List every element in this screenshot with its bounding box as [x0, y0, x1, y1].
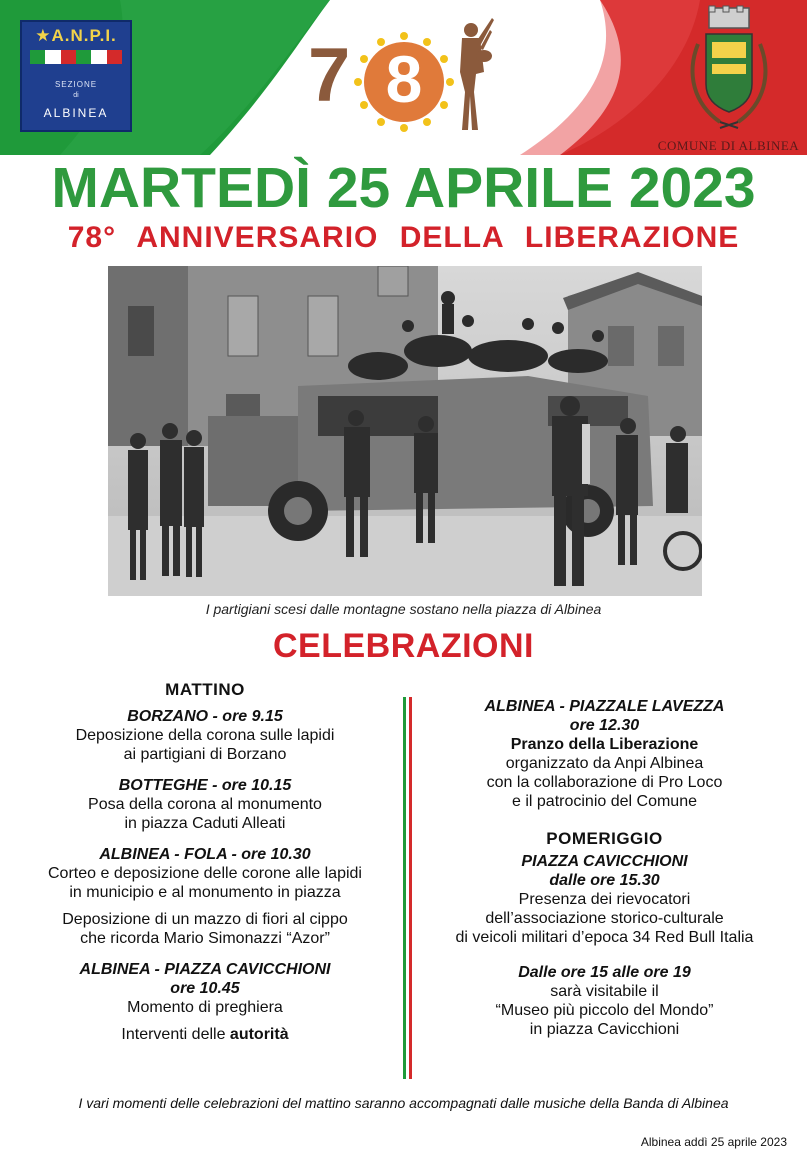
event-line: Momento di preghiera: [127, 999, 283, 1016]
photo-caption: I partigiani scesi dalle montagne sostano nella piazza di Albinea: [205, 601, 602, 617]
header-banner: [0, 0, 807, 155]
afternoon-column: [412, 697, 797, 1039]
event-line: ai partigiani di Borzano: [123, 746, 287, 763]
event-botteghe: [10, 776, 400, 833]
digit-eight: 8: [385, 42, 423, 116]
event-place: ALBINEA - PIAZZALE LAVEZZA: [484, 698, 725, 715]
event-cippo: [10, 910, 400, 948]
event-place: ALBINEA - FOLA - ore 10.30: [99, 846, 311, 863]
event-interventi: [10, 1025, 400, 1044]
event-line: Posa della corona al monumento: [88, 796, 322, 813]
anpi-sezione: SEZIONE: [54, 80, 98, 89]
event-title: Pranzo della Liberazione: [510, 736, 699, 753]
anpi-di: di: [73, 92, 79, 99]
afternoon-heading: POMERIGGIO: [546, 829, 663, 848]
event-time: ore 10.45: [170, 980, 240, 997]
digit-seven: 7: [308, 33, 351, 118]
historical-photo: [108, 266, 702, 596]
anniversary-78-logo: [306, 10, 506, 140]
event-line: e il patrocinio del Comune: [512, 793, 697, 810]
event-time: ore 12.30: [569, 717, 640, 734]
partisans-truck-photo: [108, 266, 702, 596]
star-icon: ★: [35, 26, 52, 45]
footer-note: I vari momenti delle celebrazioni del mattino saranno accompagnati dalle musiche della Banda di Albinea: [78, 1095, 729, 1111]
anpi-flag-stripe: [30, 50, 122, 64]
event-piazza-cavicchioni: [10, 960, 400, 1017]
event-rievocatori: [412, 852, 797, 947]
anpi-place: ALBINEA: [43, 106, 109, 120]
event-museo: [412, 963, 797, 1039]
signature-date: Albinea addì 25 aprile 2023: [640, 1135, 787, 1149]
event-line: che ricorda Mario Simonazzi “Azor”: [80, 930, 330, 947]
event-date-title: MARTEDÌ 25 APRILE 2023: [51, 156, 756, 220]
event-time: Dalle ore 15 alle ore 19: [518, 964, 691, 981]
anpi-logo: [20, 20, 132, 132]
bagpiper-icon: [446, 12, 496, 134]
event-place: BOTTEGHE - ore 10.15: [118, 777, 292, 794]
comune-crest: [650, 4, 807, 154]
event-line: dell’associazione storico-culturale: [485, 910, 724, 927]
event-albinea-fola: [10, 845, 400, 902]
event-time: dalle ore 15.30: [549, 872, 660, 889]
tricolor-divider: [403, 697, 412, 1079]
closing-text: Interventi delle: [121, 1026, 230, 1043]
event-line: Deposizione di un mazzo di fiori al cippo: [62, 911, 348, 928]
coat-of-arms-icon: [676, 4, 782, 136]
event-line: in piazza Cavicchioni: [529, 1021, 680, 1038]
event-line: di veicoli militari d’epoca 34 Red Bull Italia: [455, 929, 754, 946]
event-line: Presenza dei rievocatori: [518, 891, 691, 908]
event-line: sarà visitabile il: [550, 983, 659, 1000]
event-line: in piazza Caduti Alleati: [124, 815, 286, 832]
event-line: Deposizione della corona sulle lapidi: [75, 727, 335, 744]
event-borzano: [10, 707, 400, 764]
closing-bold: autorità: [229, 1026, 289, 1043]
event-lunch: [412, 697, 797, 811]
event-place: ALBINEA - PIAZZA CAVICCHIONI: [79, 961, 331, 978]
morning-heading: MATTINO: [165, 680, 245, 699]
event-line: in municipio e al monumento in piazza: [69, 884, 341, 901]
anpi-title: ★A.N.P.I.: [35, 26, 117, 45]
event-line: “Museo più piccolo del Mondo”: [495, 1002, 714, 1019]
event-place: PIAZZA CAVICCHIONI: [521, 853, 688, 870]
anniversary-subtitle: 78° ANNIVERSARIO DELLA LIBERAZIONE: [67, 221, 740, 254]
event-line: con la collaborazione di Pro Loco: [486, 774, 723, 791]
event-place: BORZANO - ore 9.15: [127, 708, 283, 725]
event-line: Corteo e deposizione delle corone alle lapidi: [48, 865, 362, 882]
comune-label: COMUNE DI ALBINEA: [657, 138, 800, 153]
morning-column: [10, 680, 400, 1044]
section-title: CELEBRAZIONI: [273, 627, 534, 665]
event-line: organizzato da Anpi Albinea: [505, 755, 704, 772]
